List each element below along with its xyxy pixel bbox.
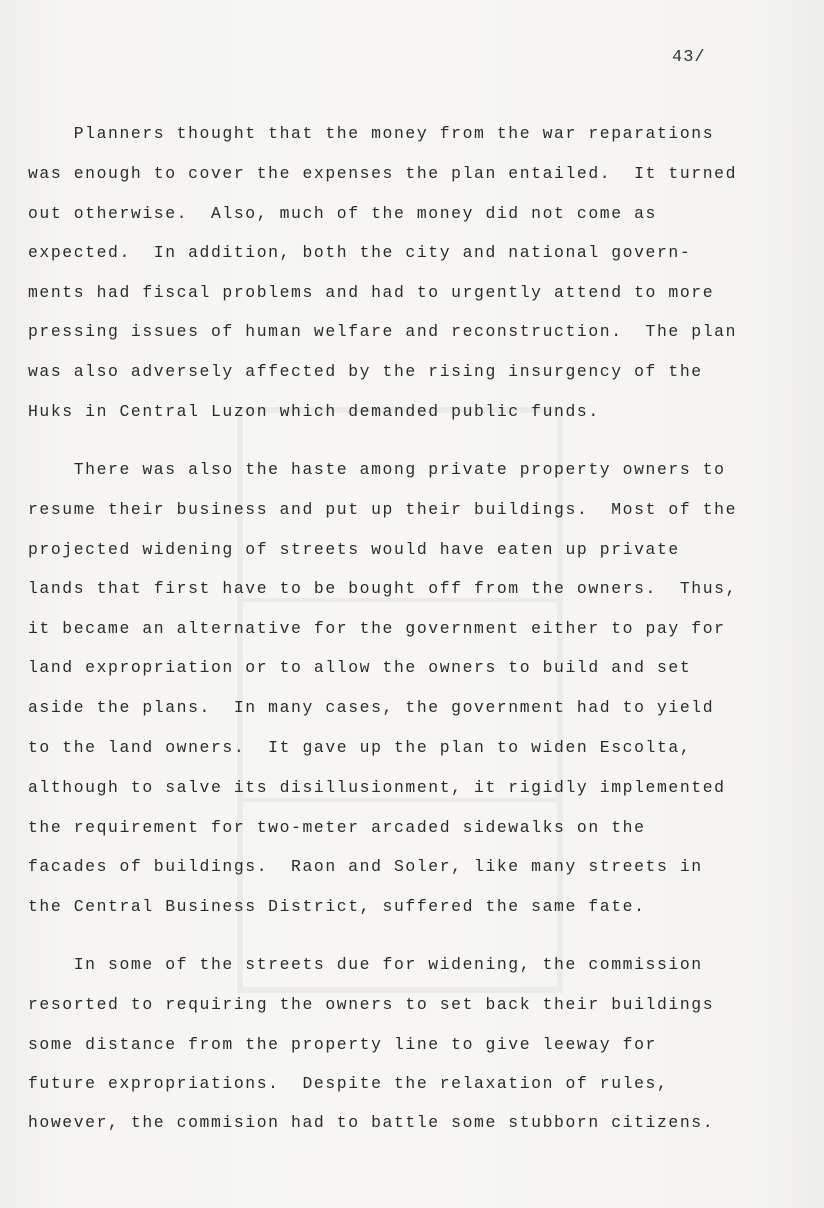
text-line: it became an alternative for the government either to pay for xyxy=(28,619,726,638)
text-line: Huks in Central Luzon which demanded public funds. xyxy=(28,402,600,421)
text-line: pressing issues of human welfare and reconstruction. The plan xyxy=(28,322,738,341)
text-line: In some of the streets due for widening, the commission xyxy=(28,955,703,974)
text-line: facades of buildings. Raon and Soler, like many streets in xyxy=(28,857,703,876)
text-line: the requirement for two-meter arcaded sidewalks on the xyxy=(28,818,646,837)
page-number: 43/ xyxy=(672,48,706,67)
text-line: to the land owners. It gave up the plan to widen Escolta, xyxy=(28,738,692,757)
text-line: aside the plans. In many cases, the government had to yield xyxy=(28,698,715,717)
text-line: out otherwise. Also, much of the money did not come as xyxy=(28,204,657,223)
text-line: lands that first have to be bought off from the owners. Thus, xyxy=(28,579,738,598)
text-line: was enough to cover the expenses the plan entailed. It turned xyxy=(28,164,738,183)
text-line: projected widening of streets would have eaten up private xyxy=(28,540,680,559)
text-line: future expropriations. Despite the relaxation of rules, xyxy=(28,1074,669,1093)
text-line: however, the commision had to battle some stubborn citizens. xyxy=(28,1113,715,1132)
text-line: resorted to requiring the owners to set back their buildings xyxy=(28,995,715,1014)
text-line: There was also the haste among private property owners to xyxy=(28,460,726,479)
text-line: expected. In addition, both the city and national govern- xyxy=(28,243,692,262)
text-line: resume their business and put up their buildings. Most of the xyxy=(28,500,738,519)
text-line: was also adversely affected by the rising insurgency of the xyxy=(28,362,703,381)
text-line: some distance from the property line to give leeway for xyxy=(28,1035,657,1054)
text-line: land expropriation or to allow the owners to build and set xyxy=(28,658,692,677)
text-line: Planners thought that the money from the war reparations xyxy=(28,124,715,143)
text-line: ments had fiscal problems and had to urgently attend to more xyxy=(28,283,715,302)
text-line: the Central Business District, suffered the same fate. xyxy=(28,897,646,916)
text-line: although to salve its disillusionment, it rigidly implemented xyxy=(28,778,726,797)
